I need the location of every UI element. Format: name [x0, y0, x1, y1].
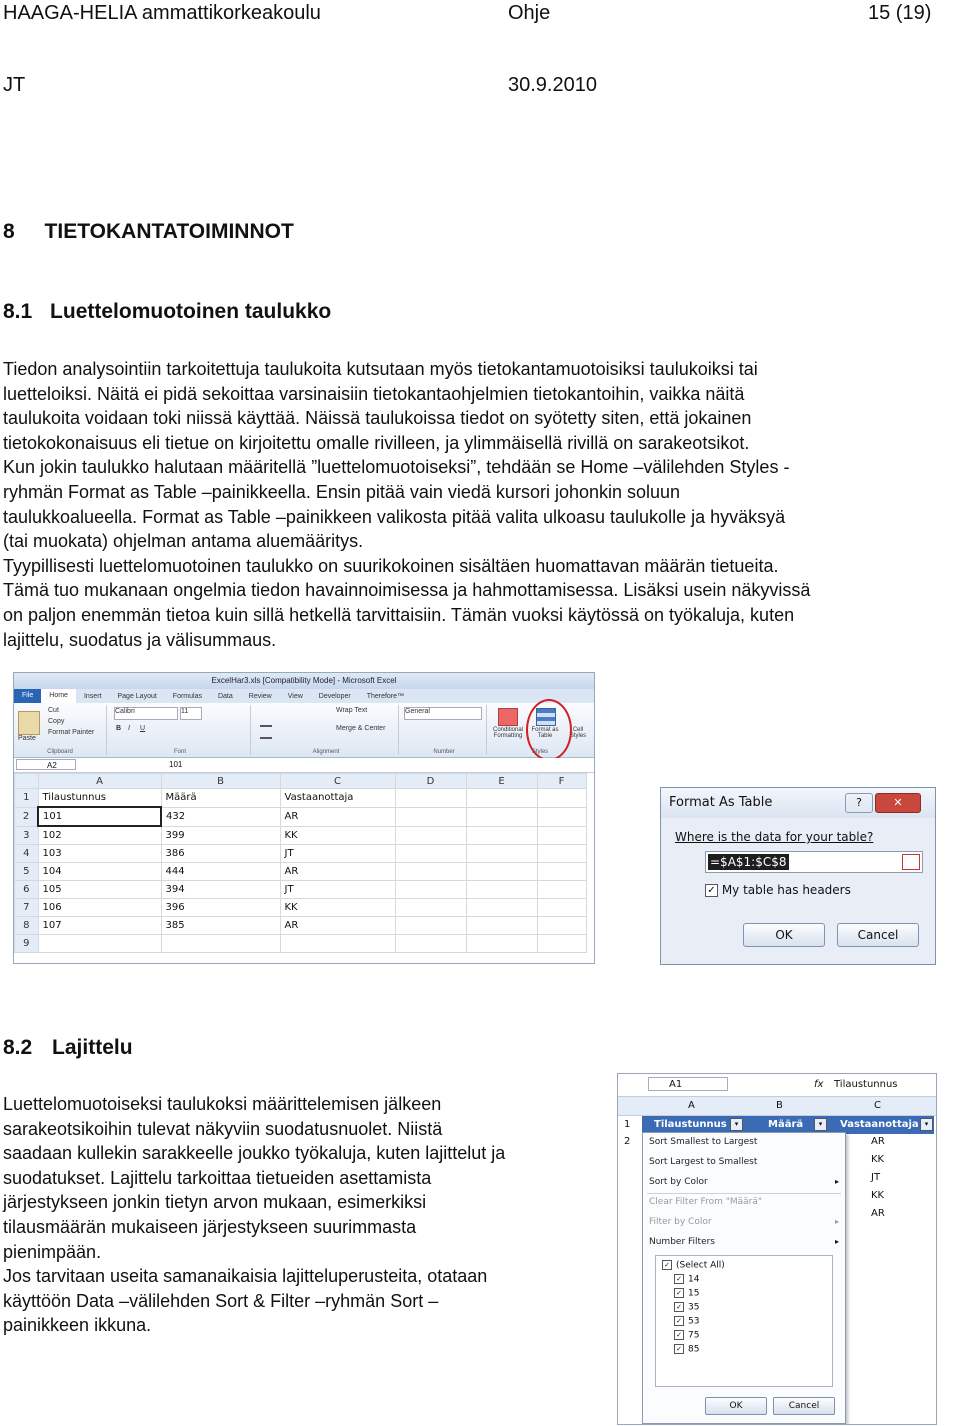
conditional-formatting-button[interactable]: Conditional Formatting: [492, 727, 524, 739]
format-as-table-button[interactable]: Format as Table: [531, 727, 559, 739]
cell[interactable]: [537, 881, 586, 899]
body-line: Kun jokin taulukko halutaan määritellä ”luettelomuotoiseksi”, tehdään se Home –välilehden Styles -: [3, 457, 790, 478]
menu-item-sort-ascending[interactable]: Sort Smallest to Largest: [649, 1137, 758, 1147]
italic-button[interactable]: I: [128, 725, 130, 732]
cell[interactable]: [466, 881, 537, 899]
value-label: 15: [688, 1288, 700, 1299]
cell[interactable]: [537, 789, 586, 808]
headers-checkbox[interactable]: ✓: [705, 884, 718, 897]
column-header[interactable]: C: [874, 1100, 881, 1111]
help-button[interactable]: ?: [845, 793, 873, 813]
body-line: tietokokonaisuus eli tietue on kirjoitettu omalle rivilleen, ja ylimmäisellä rivillä on sarakeotsikot.: [3, 432, 750, 453]
section-title: Lajittelu: [52, 1036, 133, 1059]
cell[interactable]: AR: [871, 1136, 885, 1147]
header-author: JT: [3, 74, 26, 96]
header-page: 15 (19): [868, 2, 932, 24]
formula-bar: [14, 758, 594, 773]
cell[interactable]: [395, 935, 466, 953]
format-painter-button[interactable]: Format Painter: [48, 729, 95, 736]
body-line: tilausmäärän mukaiseen järjestykseen suurimmasta: [3, 1216, 417, 1237]
header-date: 30.9.2010: [508, 74, 597, 96]
column-header[interactable]: C: [280, 774, 395, 789]
value-label: 85: [688, 1344, 700, 1355]
cell[interactable]: [466, 899, 537, 917]
filter-ok-button[interactable]: OK: [705, 1397, 767, 1415]
cell[interactable]: [466, 826, 537, 845]
range-input[interactable]: [705, 851, 923, 873]
body-line: suodatukset. Lajittelu tarkoittaa tietueiden asettamista: [3, 1167, 432, 1188]
number-format-select[interactable]: General: [404, 707, 482, 720]
active-cell[interactable]: 101: [38, 807, 161, 826]
ok-button[interactable]: OK: [743, 923, 825, 947]
filter-arrow-icon[interactable]: ▾: [730, 1118, 743, 1131]
cell[interactable]: 444: [161, 863, 280, 881]
cell[interactable]: Tilaustunnus: [38, 789, 161, 808]
cell[interactable]: [537, 935, 586, 953]
body-line: Tyypillisesti luettelomuotoinen taulukko on suurikokoinen sisältäen huomattavan määrän tietueita.: [3, 555, 779, 576]
range-value: =$A$1:$C$8: [710, 855, 787, 869]
fx-icon[interactable]: fx: [814, 1079, 824, 1090]
section-number: 8.1: [3, 300, 33, 323]
cell[interactable]: AR: [280, 863, 395, 881]
wrap-text-button[interactable]: Wrap Text: [336, 707, 368, 714]
filter-column-headers: [618, 1097, 936, 1116]
table-row: [15, 826, 587, 845]
cell[interactable]: [537, 845, 586, 863]
value-checkbox[interactable]: ✓ 85: [674, 1344, 699, 1355]
dialog-title: Format As Table: [661, 788, 935, 818]
column-header[interactable]: E: [466, 774, 537, 789]
cancel-button[interactable]: Cancel: [837, 923, 919, 947]
tab-data[interactable]: Data: [217, 692, 233, 700]
body-line: lajittelu, suodatus ja välisummaus.: [3, 629, 277, 650]
excel-window-title: ExcelHar3.xls [Compatibility Mode] - Microsoft Excel: [211, 676, 397, 685]
paste-icon: [18, 711, 40, 735]
body-line: käyttöön Data –välilehden Sort & Filter –ryhmän Sort –: [3, 1290, 439, 1311]
cell[interactable]: [466, 917, 537, 935]
header-cell: Tilaustunnus: [654, 1119, 727, 1130]
styles-group: [490, 705, 590, 755]
body-line: painikkeen ikkuna.: [3, 1315, 152, 1336]
cell[interactable]: 106: [38, 899, 161, 917]
cell[interactable]: [395, 826, 466, 845]
menu-item-number-filters[interactable]: Number Filters: [649, 1237, 715, 1247]
cell[interactable]: [395, 881, 466, 899]
cell[interactable]: [280, 935, 395, 953]
body-line: taulukoita voidaan toki niissä käyttää. Näissä taulukoissa tiedot on syötetty siten, että jokainen: [3, 408, 752, 429]
row-number[interactable]: 8: [15, 917, 39, 935]
cell[interactable]: [466, 807, 537, 826]
cell[interactable]: [466, 935, 537, 953]
menu-item-clear-filter[interactable]: Clear Filter From "Määrä": [649, 1197, 762, 1207]
table-row: [15, 845, 587, 863]
filter-formula-bar: [618, 1074, 936, 1097]
align-icon[interactable]: [260, 725, 272, 739]
collapse-dialog-icon[interactable]: [902, 854, 920, 870]
table-row: [15, 917, 587, 935]
section-heading-8-1: [3, 300, 331, 324]
cell[interactable]: [466, 789, 537, 808]
cell[interactable]: [466, 863, 537, 881]
clipboard-group: [14, 705, 107, 755]
chapter-title: TIETOKANTATOIMINNOT: [44, 220, 294, 243]
submenu-arrow-icon: ▸: [834, 1217, 839, 1226]
cell[interactable]: 396: [161, 899, 280, 917]
underline-button[interactable]: U: [140, 725, 146, 732]
row-number[interactable]: 4: [15, 845, 39, 863]
row-number[interactable]: 3: [15, 826, 39, 845]
body-line: luetteloiksi. Näitä ei pidä sekoittaa varsinaisiin tietokantaohjelmien tietokantoihin, vaikka näitä: [3, 383, 745, 404]
bold-button[interactable]: B: [116, 725, 122, 732]
column-header[interactable]: F: [537, 774, 586, 789]
body-line: Jos tarvitaan useita samanaikaisia lajitteluperusteita, otataan: [3, 1266, 488, 1287]
filter-arrow-icon[interactable]: ▾: [920, 1118, 933, 1131]
headers-checkbox-label: My table has headers: [721, 883, 851, 897]
tab-insert[interactable]: Insert: [83, 692, 102, 700]
menu-item-sort-descending[interactable]: Sort Largest to Smallest: [649, 1157, 758, 1167]
cell[interactable]: 104: [38, 863, 161, 881]
body-line: Luettelomuotoiseksi taulukoksi määrittelemisen jälkeen: [3, 1094, 442, 1114]
font-group: [110, 705, 251, 755]
filter-name-box[interactable]: A1: [648, 1077, 728, 1091]
font-size-select[interactable]: 11: [180, 707, 202, 720]
filter-cancel-button[interactable]: Cancel: [773, 1397, 835, 1415]
body-line: sarakeotsikoihin tulevat näkyviin suodatusnuolet. Niistä: [3, 1118, 443, 1139]
cell[interactable]: [537, 807, 586, 826]
cell[interactable]: JT: [871, 1172, 881, 1183]
formula-input[interactable]: 101: [169, 760, 183, 769]
cell[interactable]: [466, 845, 537, 863]
cell[interactable]: 432: [161, 807, 280, 826]
cell[interactable]: KK: [871, 1154, 885, 1165]
cell[interactable]: 394: [161, 881, 280, 899]
row-number[interactable]: 1: [15, 789, 39, 808]
column-header[interactable]: D: [395, 774, 466, 789]
cell[interactable]: [395, 917, 466, 935]
cell[interactable]: [537, 826, 586, 845]
row-number[interactable]: 5: [15, 863, 39, 881]
select-all-corner[interactable]: [15, 774, 39, 789]
cell[interactable]: JT: [280, 845, 395, 863]
column-header[interactable]: B: [776, 1100, 783, 1111]
submenu-arrow-icon: ▸: [834, 1177, 839, 1186]
copy-button[interactable]: Copy: [48, 718, 65, 725]
cell[interactable]: JT: [280, 881, 395, 899]
filter-formula-input[interactable]: Tilaustunnus: [834, 1079, 898, 1090]
cell[interactable]: [537, 899, 586, 917]
excel-ribbon-tabs: [14, 689, 594, 703]
body-line: saadaan kullekin sarakkeelle joukko työkaluja, kuten lajittelut ja: [3, 1143, 506, 1164]
cell[interactable]: 105: [38, 881, 161, 899]
value-label: 75: [688, 1330, 700, 1341]
excel-ribbon: [14, 703, 594, 758]
conditional-formatting-icon: [498, 708, 518, 726]
filter-screenshot: [617, 1073, 937, 1425]
tab-home[interactable]: Home: [41, 689, 76, 703]
submenu-arrow-icon: ▸: [834, 1237, 839, 1246]
group-label: Font: [173, 749, 186, 755]
filter-arrow-active-icon[interactable]: ▾: [814, 1118, 827, 1131]
value-checkbox[interactable]: ✓ 15: [674, 1288, 699, 1299]
value-checkbox[interactable]: ✓ 35: [674, 1302, 699, 1313]
group-label: Clipboard: [47, 749, 73, 755]
body-line: Tiedon analysointiin tarkoitettuja taulukoita kutsutaan myös tietokantamuotoisiksi taulukoiksi tai: [3, 359, 758, 379]
name-box[interactable]: A2: [16, 759, 76, 770]
cell[interactable]: AR: [871, 1208, 885, 1219]
table-row: [15, 899, 587, 917]
header-doc-type: Ohje: [508, 2, 551, 24]
body-line: järjestykseen jonkin tietyn arvon mukaan, esimerkiksi: [3, 1192, 427, 1213]
value-checkbox[interactable]: ✓ 75: [674, 1330, 699, 1341]
font-name-select[interactable]: Calibri: [114, 707, 178, 720]
paste-button[interactable]: Paste: [18, 735, 36, 742]
cell[interactable]: [161, 935, 280, 953]
value-list: [655, 1255, 833, 1387]
cell[interactable]: [395, 863, 466, 881]
table-row: [15, 881, 587, 899]
body-line: (tai muokata) ohjelman antama aluemääritys.: [3, 531, 364, 552]
body-line: pienimpään.: [3, 1241, 102, 1262]
group-label: Styles: [531, 749, 549, 755]
body-line: on paljon enemmän tietoa kuin sillä hetkellä tarvittaisiin. Tämän vuoksi käytössä on työkaluja, kuten: [3, 604, 795, 625]
section-title: Luettelomuotoinen taulukko: [50, 300, 332, 323]
tab-formulas[interactable]: Formulas: [172, 692, 202, 700]
column-header[interactable]: A: [38, 774, 161, 789]
row-number[interactable]: 1: [624, 1119, 631, 1130]
value-checkbox[interactable]: ✓ 53: [674, 1316, 699, 1327]
cell[interactable]: 385: [161, 917, 280, 935]
value-checkbox[interactable]: ✓ 14: [674, 1274, 699, 1285]
alignment-group: [254, 705, 399, 755]
table-row: [15, 807, 587, 826]
cell[interactable]: [537, 863, 586, 881]
cell[interactable]: KK: [280, 826, 395, 845]
header-cell: Määrä: [768, 1119, 804, 1130]
close-button[interactable]: ✕: [875, 793, 921, 813]
section2-body: [3, 1092, 505, 1338]
row-number[interactable]: 7: [15, 899, 39, 917]
cell[interactable]: Määrä: [161, 789, 280, 808]
value-label: 53: [688, 1316, 700, 1327]
select-all-checkbox[interactable]: ✓ (Select All): [662, 1260, 725, 1271]
cell[interactable]: KK: [871, 1190, 885, 1201]
cell[interactable]: [395, 899, 466, 917]
cut-button[interactable]: Cut: [48, 707, 59, 714]
tab-developer[interactable]: Developer: [318, 692, 351, 700]
excel-grid: [14, 773, 587, 953]
body-line: taulukkoalueella. Format as Table –painikkeen valikosta pitää valita ulkoasu taulukolle ja hyväksyä: [3, 506, 786, 527]
table-row: [15, 935, 587, 953]
tab-review[interactable]: Review: [248, 692, 272, 700]
header-cell: Vastaanottaja: [840, 1119, 919, 1130]
cell[interactable]: 399: [161, 826, 280, 845]
cell[interactable]: Vastaanottaja: [280, 789, 395, 808]
cell[interactable]: AR: [280, 917, 395, 935]
tab-therefore[interactable]: Therefore™: [366, 692, 405, 700]
cell[interactable]: [395, 807, 466, 826]
excel-screenshot: [13, 672, 595, 964]
cell-styles-button[interactable]: Cell Styles: [569, 727, 587, 739]
filter-dropdown-menu: [642, 1132, 846, 1424]
number-group: [402, 705, 487, 755]
row-number[interactable]: 2: [15, 807, 39, 826]
column-header[interactable]: A: [688, 1100, 695, 1111]
chapter-number: 8: [3, 220, 15, 243]
cell[interactable]: 103: [38, 845, 161, 863]
cell[interactable]: KK: [280, 899, 395, 917]
cell[interactable]: [537, 917, 586, 935]
section-number: 8.2: [3, 1036, 33, 1059]
value-label: 14: [688, 1274, 700, 1285]
select-all-label: (Select All): [676, 1260, 725, 1271]
row-number[interactable]: 6: [15, 881, 39, 899]
value-label: 35: [688, 1302, 700, 1313]
tab-view[interactable]: View: [287, 692, 303, 700]
cell[interactable]: [395, 845, 466, 863]
table-row: [15, 789, 587, 808]
section1-body: [3, 357, 810, 652]
cell[interactable]: [395, 789, 466, 808]
row-number[interactable]: 2: [624, 1136, 631, 1147]
range-question: Where is the data for your table?: [675, 830, 874, 844]
group-label: Alignment: [312, 749, 340, 755]
group-label: Number: [433, 749, 455, 755]
row-number[interactable]: 9: [15, 935, 39, 953]
headers-checkbox-row[interactable]: [705, 883, 851, 897]
column-header-row: [15, 774, 587, 789]
tab-page-layout[interactable]: Page Layout: [117, 692, 157, 700]
body-line: Tämä tuo mukanaan ongelmia tiedon havainnoimisessa ja hahmottamisessa. Lisäksi usein näkyvissä: [3, 580, 811, 601]
cell[interactable]: 102: [38, 826, 161, 845]
cell[interactable]: AR: [280, 807, 395, 826]
cell[interactable]: 386: [161, 845, 280, 863]
cell[interactable]: 107: [38, 917, 161, 935]
table-row: [15, 863, 587, 881]
tab-file[interactable]: File: [14, 689, 41, 703]
chapter-heading: [3, 220, 294, 244]
header-school: HAAGA-HELIA ammattikorkeakoulu: [3, 2, 321, 24]
menu-divider: [647, 1193, 841, 1194]
menu-item-filter-by-color[interactable]: Filter by Color: [649, 1217, 712, 1227]
body-line: ryhmän Format as Table –painikkeella. Ensin pitää vain viedä kursori johonkin soluun: [3, 481, 681, 502]
menu-item-sort-by-color[interactable]: Sort by Color: [649, 1177, 708, 1187]
merge-center-button[interactable]: Merge & Center: [336, 725, 386, 732]
column-header[interactable]: B: [161, 774, 280, 789]
cell[interactable]: [38, 935, 161, 953]
excel-title-bar: [14, 673, 594, 689]
section-heading-8-2: [3, 1036, 133, 1060]
format-as-table-dialog: [660, 787, 936, 965]
